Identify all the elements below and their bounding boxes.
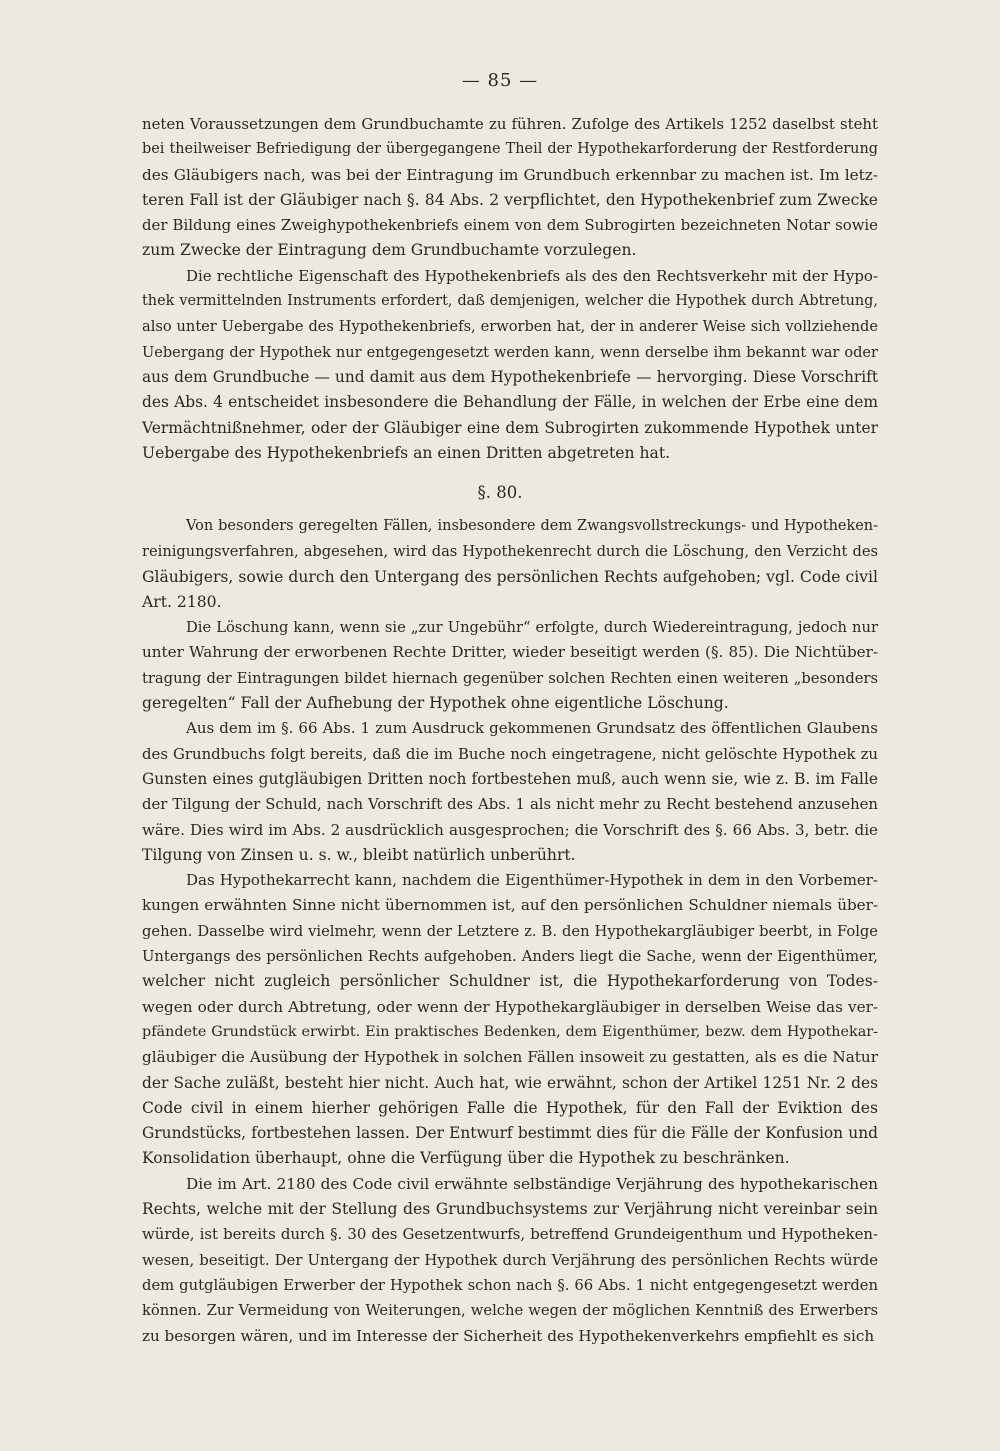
text-line: wesen, beseitigt. Der Untergang der Hypothek durch Verjährung des persönlichen Rechts würde [142, 1250, 878, 1269]
paragraph [142, 514, 878, 615]
paragraph [142, 868, 878, 1172]
text-line: zum Zwecke der Eintragung dem Grundbuchamte vorzulegen. [142, 241, 637, 260]
text-line: Konsolidation überhaupt, ohne die Verfügung über die Hypothek zu beschränken. [142, 1149, 790, 1168]
text-line: thek vermittelnden Instruments erfordert, daß demjenigen, welcher die Hypothek durch Abtretung, [142, 293, 878, 310]
text-line: Uebergabe des Hypothekenbriefs an einen Dritten abgetreten hat. [142, 443, 671, 462]
text-line: Uebergang der Hypothek nur entgegengesetzt werden kann, wenn derselbe ihm bekannt war oder [142, 343, 878, 361]
text-line: des Abs. 4 entscheidet insbesondere die Behandlung der Fälle, in welchen der Erbe eine dem [142, 393, 878, 412]
text-line: des Gläubigers nach, was bei der Eintragung im Grundbuch erkennbar zu machen ist. Im letz- [142, 165, 878, 184]
text-line: Grundstücks, fortbestehen lassen. Der Entwurf bestimmt dies für die Fälle der Konfusion und [142, 1124, 878, 1143]
text-line: Die rechtliche Eigenschaft des Hypothekenbriefs als des den Rechtsverkehr mit der Hypo- [186, 266, 878, 285]
text-line: Von besonders geregelten Fällen, insbesondere dem Zwangsvollstreckungs- und Hypotheken- [186, 518, 878, 534]
text-line: zu besorgen wären, und im Interesse der Sicherheit des Hypothekenverkehrs empfiehlt es sich [142, 1326, 875, 1345]
text-line: kungen erwähnten Sinne nicht übernommen ist, auf den persönlichen Schuldner niemals über- [142, 896, 878, 915]
text-line: können. Zur Vermeidung von Weiterungen, welche wegen der möglichen Kenntniß des Erwerbers [142, 1302, 878, 1320]
text-line: teren Fall ist der Gläubiger nach §. 84 Abs. 2 verpflichtet, den Hypothekenbrief zum Zwecke [142, 190, 878, 209]
text-line: Die im Art. 2180 des Code civil erwähnte selbständige Verjährung des hypothekarischen [186, 1174, 878, 1193]
text-line: Gläubigers, sowie durch den Untergang des persönlichen Rechts aufgehoben; vgl. Code civil [142, 567, 878, 586]
paragraph [142, 716, 878, 868]
text-line: also unter Uebergabe des Hypothekenbriefs, erworben hat, der in anderer Weise sich vollziehende [142, 318, 878, 336]
text-line: würde, ist bereits durch §. 30 des Gesetzentwurfs, betreffend Grundeigenthum und Hypotheken- [142, 1225, 878, 1244]
text-line: Vermächtnißnehmer, oder der Gläubiger eine dem Subrogirten zukommende Hypothek unter [142, 418, 878, 437]
text-line: Code civil in einem hierher gehörigen Falle die Hypothek, für den Fall der Eviktion des [142, 1098, 878, 1117]
text-line: reinigungsverfahren, abgesehen, wird das Hypothekenrecht durch die Löschung, den Verzicht des [142, 543, 878, 561]
paragraph [142, 615, 878, 716]
text-line: gläubiger die Ausübung der Hypothek in solchen Fällen insoweit zu gestatten, als es die Natur [142, 1048, 878, 1067]
text-line: Gunsten eines gutgläubigen Dritten noch fortbestehen muß, auch wenn sie, wie z. B. im Falle [142, 769, 878, 788]
text-line: Rechts, welche mit der Stellung des Grundbuchsystems zur Verjährung nicht vereinbar sein [142, 1200, 878, 1219]
text-line: tragung der Eintragungen bildet hiernach gegenüber solchen Rechten einen weiteren „besonders [142, 669, 878, 687]
paragraph [142, 1172, 878, 1349]
text-line: gehen. Dasselbe wird vielmehr, wenn der Letztere z. B. den Hypothekargläubiger beerbt, in Folge [142, 922, 878, 940]
text-line: geregelten“ Fall der Aufhebung der Hypothek ohne eigentliche Löschung. [142, 694, 729, 713]
text-line: der Tilgung der Schuld, nach Vorschrift des Abs. 1 als nicht mehr zu Recht bestehend anzusehen [142, 795, 878, 814]
text-line: bei theilweiser Befriedigung der übergegangene Theil der Hypothekarforderung der Restforderung [142, 141, 878, 158]
text-line: Das Hypothekarrecht kann, nachdem die Eigenthümer-Hypothek in dem in den Vorbemer- [186, 871, 878, 890]
paragraph [142, 112, 878, 264]
text-line: Aus dem im §. 66 Abs. 1 zum Ausdruck gekommenen Grundsatz des öffentlichen Glaubens [186, 719, 878, 738]
text-line: Untergangs des persönlichen Rechts aufgehoben. Anders liegt die Sache, wenn der Eigenthümer, [142, 948, 878, 966]
text-line: der Sache zuläßt, besteht hier nicht. Auch hat, wie erwähnt, schon der Artikel 1251 Nr. 2 des [142, 1073, 878, 1092]
page-number: — 85 — [461, 70, 539, 91]
text-line: pfändete Grundstück erwirbt. Ein praktisches Bedenken, dem Eigenthümer, bezw. dem Hypothekar- [142, 1023, 878, 1040]
text-line: des Grundbuchs folgt bereits, daß die im Buche noch eingetragene, nicht gelöschte Hypothek zu [142, 744, 878, 763]
paragraphs-after-section [142, 514, 878, 1349]
text-line: neten Voraussetzungen dem Grundbuchamte zu führen. Zufolge des Artikels 1252 daselbst steht [142, 115, 878, 133]
text-line: unter Wahrung der erworbenen Rechte Dritter, wieder beseitigt werden (§. 85). Die Nichtüber- [142, 643, 878, 662]
text-line: wegen oder durch Abtretung, oder wenn der Hypothekargläubiger in derselben Weise das ver- [142, 997, 878, 1016]
section-heading: §. 80. [477, 483, 523, 502]
text-line: aus dem Grundbuche — und damit aus dem Hypothekenbriefe — hervorging. Diese Vorschrift [142, 367, 878, 386]
text-line: Die Löschung kann, wenn sie „zur Ungebühr“ erfolgte, durch Wiedereintragung, jedoch nur [186, 619, 878, 637]
text-line: wäre. Dies wird im Abs. 2 ausdrücklich ausgesprochen; die Vorschrift des §. 66 Abs. 3, betr. die [142, 820, 878, 839]
text-line: Tilgung von Zinsen u. s. w., bleibt natürlich unberührt. [142, 845, 576, 864]
text-line: der Bildung eines Zweighypothekenbriefs einem von dem Subrogirten bezeichneten Notar sowie [142, 216, 878, 235]
text-line: Art. 2180. [142, 592, 222, 611]
paragraph [142, 264, 878, 466]
text-line: welcher nicht zugleich persönlicher Schuldner ist, die Hypothekarforderung von Todes- [142, 972, 878, 991]
paragraphs-before-section [142, 112, 878, 466]
text-line: dem gutgläubigen Erwerber der Hypothek schon nach §. 66 Abs. 1 nicht entgegengesetzt werden [142, 1276, 878, 1294]
